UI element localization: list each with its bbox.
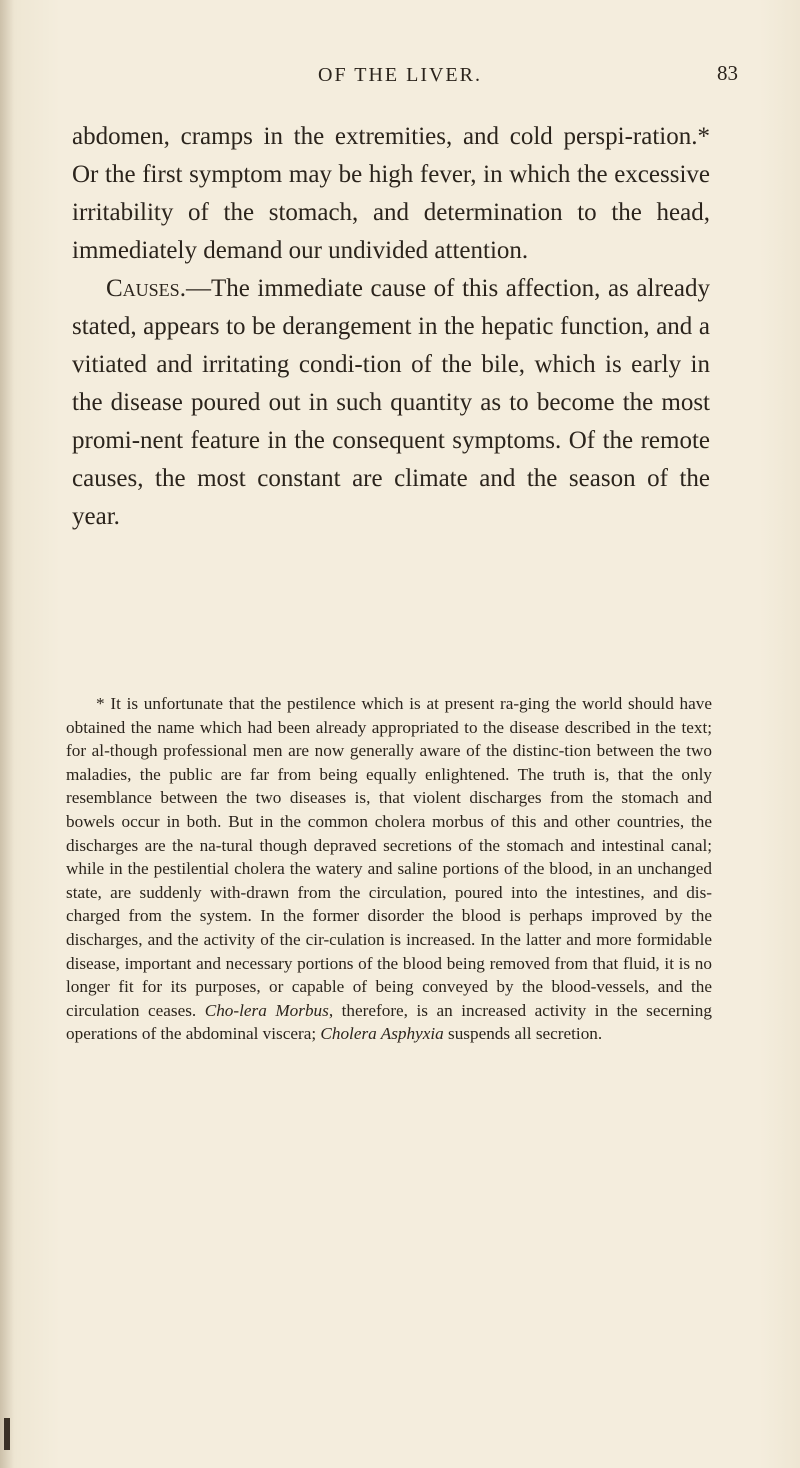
footnote-text-c: suspends all secretion. bbox=[443, 1024, 603, 1044]
paragraph-symptoms: abdomen, cramps in the extremities, and cold perspi-ration.* Or the first symptom may be high fever, in which the excessive irritability of the stomach, and determination to the head, immediately demand our undivided attention. bbox=[72, 123, 710, 264]
running-head bbox=[0, 56, 800, 96]
footnote-term-cholera-asphyxia: Cholera Asphyxia bbox=[320, 1024, 444, 1044]
paragraph-causes bbox=[72, 270, 710, 536]
edge-mark bbox=[4, 1418, 10, 1450]
footnote-term-cholera-morbus: Cho-lera Morbus bbox=[204, 1000, 329, 1020]
main-text bbox=[72, 118, 710, 536]
footnote bbox=[66, 692, 712, 1046]
causes-heading: Causes. bbox=[106, 275, 186, 302]
footnote-paragraph bbox=[66, 692, 712, 1046]
page-number: 83 bbox=[717, 61, 738, 85]
footnote-text-a: * It is unfortunate that the pestilence which is at present ra-ging the world should have obtained the name which had been already appropriated to the disease described in the text; for al-though professional men are now generally aware of the distinc-tion between the two maladies, the public are far from being equally enlightened. The truth is, that the only resemblance between the two diseases is, that violent discharges from the stomach and bowels occur in both. But in the common cholera morbus of this and other countries, the discharges are the na-tural though depraved secretions of the stomach and intestinal canal; while in the pestilential cholera the watery and saline portions of the blood, in an unchanged state, are suddenly with-drawn from the circulation, poured into the intestines, and dis-charged from the system. In the former disorder the blood is perhaps improved by the discharges, and the activity of the cir-culation is increased. In the latter and more formidable disease, important and necessary portions of the blood being removed from that fluid, it is no longer fit for its purposes, or capable of being conveyed by the blood-vessels, and the circulation ceases. bbox=[66, 694, 712, 1020]
running-title: OF THE LIVER. bbox=[318, 64, 482, 86]
causes-text: —The immediate cause of this affection, as already stated, appears to be derangement in the hepatic function, and a vitiated and irritating condi-tion of the bile, which is early in the disease poured out in such quantity as to become the most promi-nent feature in the consequent symptoms. Of the remote causes, the most constant are climate and the season of the year. bbox=[72, 275, 710, 530]
spine-shadow bbox=[0, 0, 14, 1468]
footnote-text-b: , therefore, is an increased activity in the secerning operations of the abdominal viscera; bbox=[66, 1000, 712, 1044]
